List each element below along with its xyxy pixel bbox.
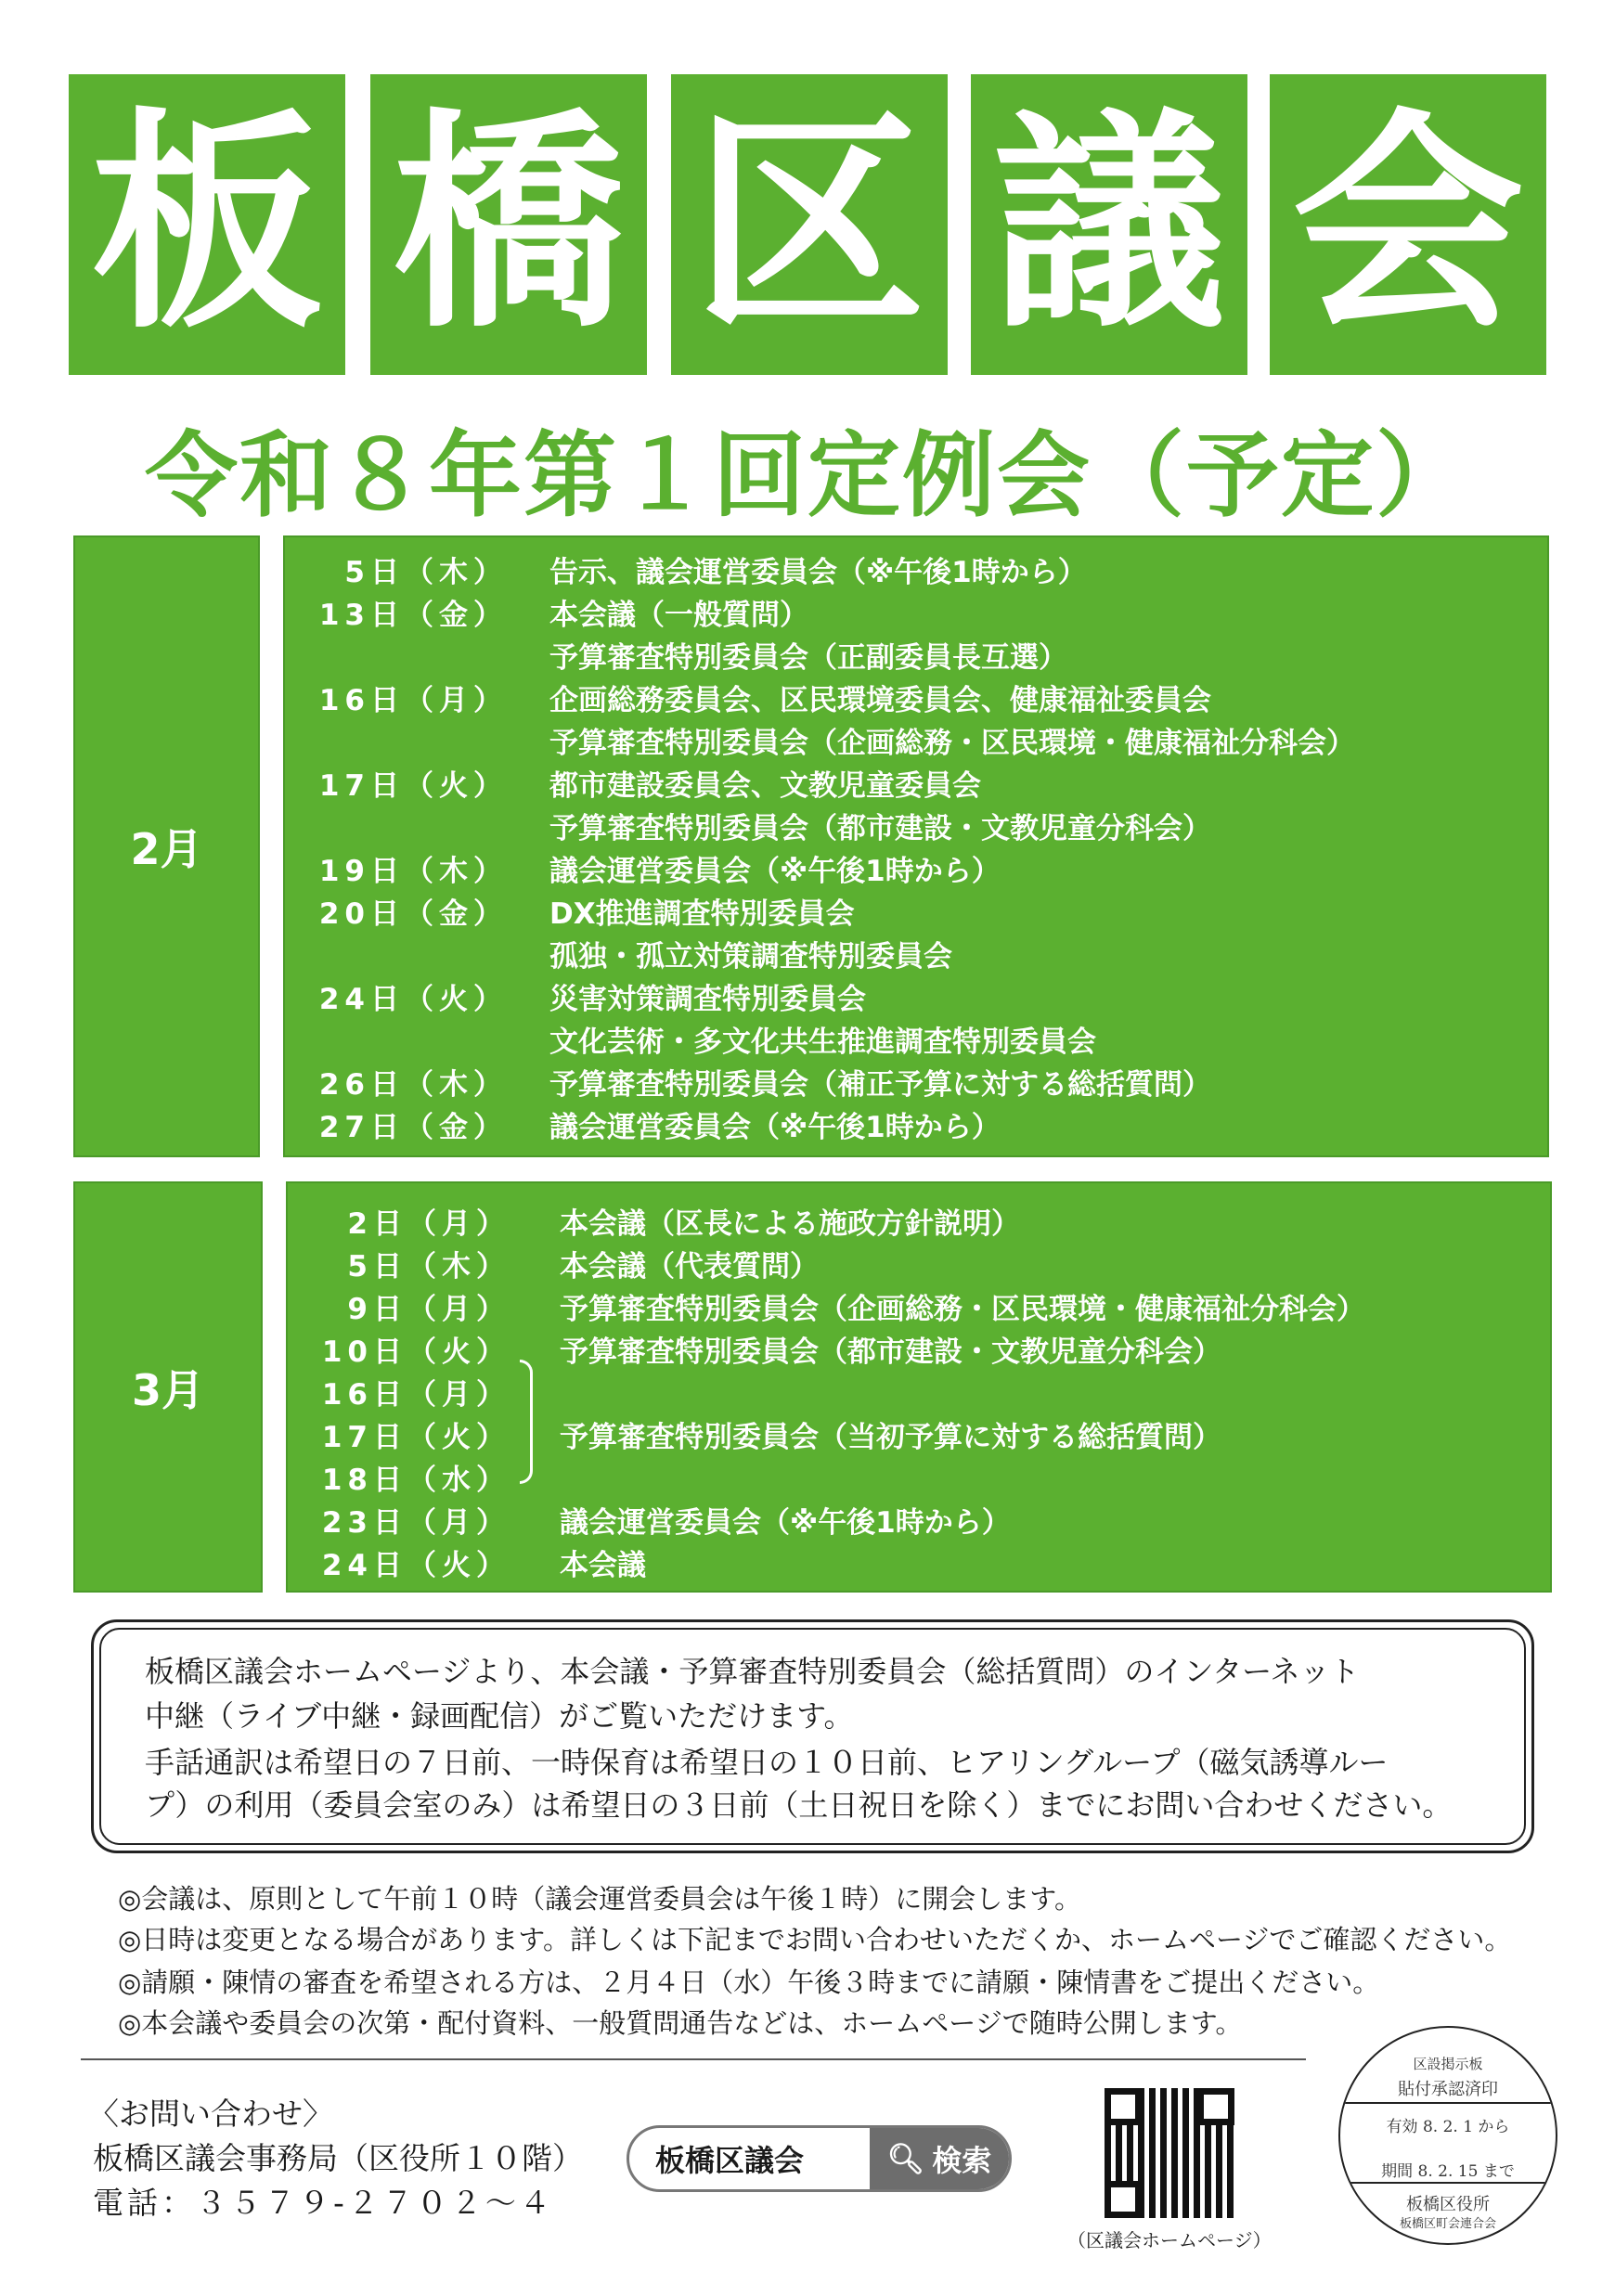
schedule-date: 24日（火） [318,982,508,1016]
schedule-date: 24日（火） [321,1548,510,1582]
schedule-item: 議会運営委員会（※午後1時から） [560,1505,1011,1540]
notice-line: プ）の利用（委員会室のみ）は希望日の３日前（土日祝日を除く）までにお問い合わせください。 [145,1787,1453,1823]
contact-office: 板橋区議会事務局（区役所１０階） [93,2140,583,2176]
schedule-date: 2日（月） [347,1206,510,1241]
stamp-line: 区設掲示板 [1413,2056,1483,2072]
search-icon: 🔍︎ [886,2141,925,2176]
feb-month-label: 2月 [73,535,260,1157]
schedule-date: 18日（水） [321,1463,510,1497]
schedule-row [285,932,952,974]
schedule-date: 5日（木） [347,1249,510,1283]
title-box-3: 区 [671,74,948,375]
note: ◎請願・陳情の審査を希望される方は、２月４日（水）午後３時までに請願・陳情書をご提出ください。 [118,1967,1380,1998]
schedule-row [288,1370,510,1412]
brace [520,1360,533,1484]
schedule-row [285,718,1355,761]
notice-line: 中継（ライブ中継・録画配信）がご覧いただけます。 [145,1698,854,1734]
stamp-issuer2: 板橋区町会連合会 [1399,2217,1496,2231]
notice-line: 手話通訳は希望日の７日前、一時保育は希望日の１０日前、ヒアリングループ（磁気誘導ルー [145,1745,1389,1780]
contact-phone: 電話：３５７９-２７０２～４ [93,2185,554,2221]
schedule-item: 告示、議会運営委員会（※午後1時から） [549,555,1087,589]
schedule-item: 議会運営委員会（※午後1時から） [549,1110,1001,1144]
note: ◎日時は変更となる場合があります。詳しくは下記までお問い合わせいただくか、ホームページでご確認ください。 [118,1924,1512,1955]
schedule-row [285,846,1001,889]
schedule-row [288,1242,819,1284]
notice-line: 板橋区議会ホームページより、本会議・予算審査特別委員会（総括質問）のインターネット [145,1654,1360,1689]
schedule-date: 17日（火） [321,1420,510,1454]
schedule-item: 予算審査特別委員会（都市建設・文教児童分科会） [560,1335,1221,1369]
schedule-row [288,1455,510,1498]
stamp-valid-to: 期間 8. 2. 15 まで [1381,2162,1515,2181]
schedule-row [288,1412,1221,1455]
schedule-row [285,676,1211,718]
schedule-date: 26日（木） [318,1067,508,1102]
schedule-item: 本会議（一般質問） [549,598,808,632]
title-box-5: 会 [1270,74,1546,375]
schedule-date: 17日（火） [318,768,508,803]
schedule-item: 企画総務委員会、区民環境委員会、健康福祉委員会 [549,683,1211,717]
schedule-item: 予算審査特別委員会（正副委員長互選） [549,640,1067,675]
title-box-1: 板 [69,74,345,375]
schedule-item: 本会議（区長による施政方針説明） [560,1206,1020,1241]
schedule-item: 災害対策調査特別委員会 [549,982,866,1016]
divider [81,2058,1306,2060]
feb-schedule [283,535,1549,1157]
schedule-row [285,889,855,932]
schedule-date: 23日（月） [321,1505,510,1540]
schedule-item: 文化芸術・多文化共生推進調査特別委員会 [549,1025,1096,1059]
schedule-item: 本会議 [560,1548,646,1582]
schedule-item: 予算審査特別委員会（都市建設・文教児童分科会） [549,811,1211,845]
title-box-2: 橋 [370,74,647,375]
schedule-date: 13日（金） [318,598,508,632]
schedule-row [285,633,1067,676]
schedule-date: 27日（金） [318,1110,508,1144]
schedule-row [285,974,866,1017]
notice-box [91,1619,1534,1853]
schedule-row [285,804,1211,846]
schedule-row [288,1284,1365,1327]
schedule-date: 9日（月） [347,1292,510,1326]
schedule-date: 10日（火） [321,1335,510,1369]
schedule-item: 議会運営委員会（※午後1時から） [549,854,1001,888]
schedule-date: 5日（木） [344,555,508,589]
schedule-row [285,548,1087,590]
schedule-row [285,1017,1096,1060]
schedule-item: 孤独・孤立対策調査特別委員会 [549,939,952,974]
contact-heading: 〈お問い合わせ〉 [88,2096,333,2132]
search-box[interactable] [627,2125,1012,2192]
search-button-label: 検索 [932,2143,992,2178]
stamp-valid-from: 有効 8. 2. 1 から [1386,2118,1510,2136]
schedule-item: 都市建設委員会、文教児童委員会 [549,768,981,803]
mar-schedule [286,1181,1552,1593]
note: ◎本会議や委員会の次第・配付資料、一般質問通告などは、ホームページで随時公開します。 [118,2007,1243,2039]
schedule-row [288,1327,1221,1370]
schedule-date: 16日（月） [321,1377,510,1412]
schedule-date: 19日（木） [318,854,508,888]
stamp-line: 貼付承認済印 [1398,2080,1498,2099]
schedule-row [285,1103,1001,1145]
schedule-row [288,1199,1020,1242]
schedule-row [288,1541,646,1583]
schedule-item: DX推進調査特別委員会 [549,896,855,931]
qr-caption: （区議会ホームページ） [1067,2229,1272,2251]
search-input[interactable]: 板橋区議会 [655,2143,805,2178]
qr-code[interactable] [1105,2088,1234,2218]
schedule-row [285,761,981,804]
subtitle: 令和８年第１回定例会（予定） [145,421,1470,530]
approval-stamp [1338,2026,1557,2245]
schedule-row [285,590,808,633]
schedule-item: 予算審査特別委員会（企画総務・区民環境・健康福祉分科会） [560,1292,1365,1326]
schedule-date: 16日（月） [318,683,508,717]
stamp-issuer: 板橋区役所 [1406,2195,1490,2214]
note: ◎会議は、原則として午前１０時（議会運営委員会は午後１時）に開会します。 [118,1883,1081,1915]
title-box-4: 議 [971,74,1247,375]
schedule-item: 予算審査特別委員会（企画総務・区民環境・健康福祉分科会） [549,726,1355,760]
schedule-row [285,1060,1211,1103]
schedule-item: 予算審査特別委員会（当初予算に対する総括質問） [560,1420,1221,1454]
schedule-item: 本会議（代表質問） [560,1249,819,1283]
mar-month-label: 3月 [73,1181,263,1593]
search-button[interactable] [870,2128,1009,2189]
schedule-row [288,1498,1011,1541]
schedule-date: 20日（金） [318,896,508,931]
schedule-item: 予算審査特別委員会（補正予算に対する総括質問） [549,1067,1211,1102]
